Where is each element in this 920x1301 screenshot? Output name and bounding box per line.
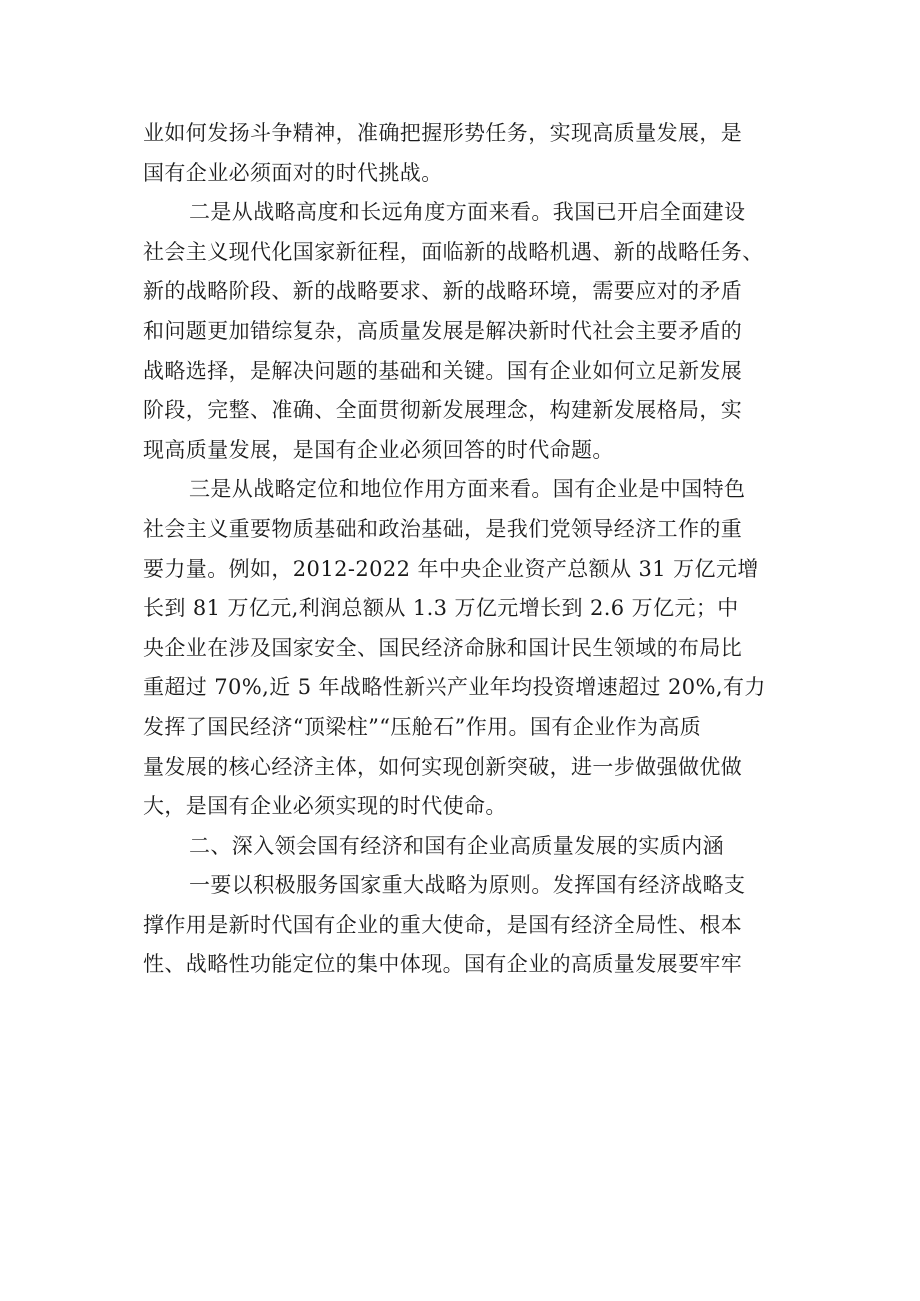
- section-heading: 二、深入领会国有经济和国有企业高质量发展的实质内涵: [189, 833, 724, 858]
- paragraph-start-line: 二是从战略高度和长远角度方面来看。我国已开启全面建设: [189, 200, 746, 225]
- text-line: 重超过 70%,近 5 年战略性新兴产业年均投资增速超过 20%,有力: [143, 675, 766, 700]
- text-line: 量发展的核心经济主体，如何实现创新突破，进一步做强做优做: [143, 754, 743, 779]
- text-line: 业如何发扬斗争精神，准确把握形势任务，实现高质量发展，是: [143, 121, 743, 145]
- text-line: 和问题更加错综复杂，高质量发展是解决新时代社会主要矛盾的: [143, 318, 743, 343]
- text-line: 要力量。例如，2012-2022 年中央企业资产总额从 31 万亿元增: [143, 556, 759, 581]
- document-body: [143, 114, 783, 985]
- paragraph-start-line: 三是从战略定位和地位作用方面来看。国有企业是中国特色: [189, 477, 746, 502]
- text-line: 社会主义重要物质基础和政治基础，是我们党领导经济工作的重: [143, 516, 743, 541]
- text-line: 国有企业必须面对的时代挑战。: [143, 160, 443, 185]
- paragraph-start-line: 一要以积极服务国家重大战略为原则。发挥国有经济战略支: [189, 873, 746, 898]
- text-line: 发挥了国民经济“顶梁柱”“压舱石”作用。国有企业作为高质: [143, 714, 702, 739]
- text-line: 撑作用是新时代国有企业的重大使命，是国有经济全局性、根本: [143, 912, 743, 937]
- text-line: 阶段，完整、准确、全面贯彻新发展理念，构建新发展格局，实: [143, 398, 743, 423]
- text-line: 大，是国有企业必须实现的时代使命。: [143, 794, 507, 819]
- text-line: 现高质量发展，是国有企业必须回答的时代命题。: [143, 437, 614, 462]
- text-line: 长到 81 万亿元,利润总额从 1.3 万亿元增长到 2.6 万亿元；中: [143, 596, 739, 621]
- text-line: 社会主义现代化国家新征程，面临新的战略机遇、新的战略任务、: [143, 239, 764, 264]
- text-line: 战略选择，是解决问题的基础和关键。国有企业如何立足新发展: [143, 358, 743, 383]
- text-line: 新的战略阶段、新的战略要求、新的战略环境，需要应对的矛盾: [143, 279, 743, 304]
- text-line: 央企业在涉及国家安全、国民经济命脉和国计民生领域的布局比: [143, 635, 743, 660]
- text-line: 性、战略性功能定位的集中体现。国有企业的高质量发展要牢牢: [143, 952, 743, 977]
